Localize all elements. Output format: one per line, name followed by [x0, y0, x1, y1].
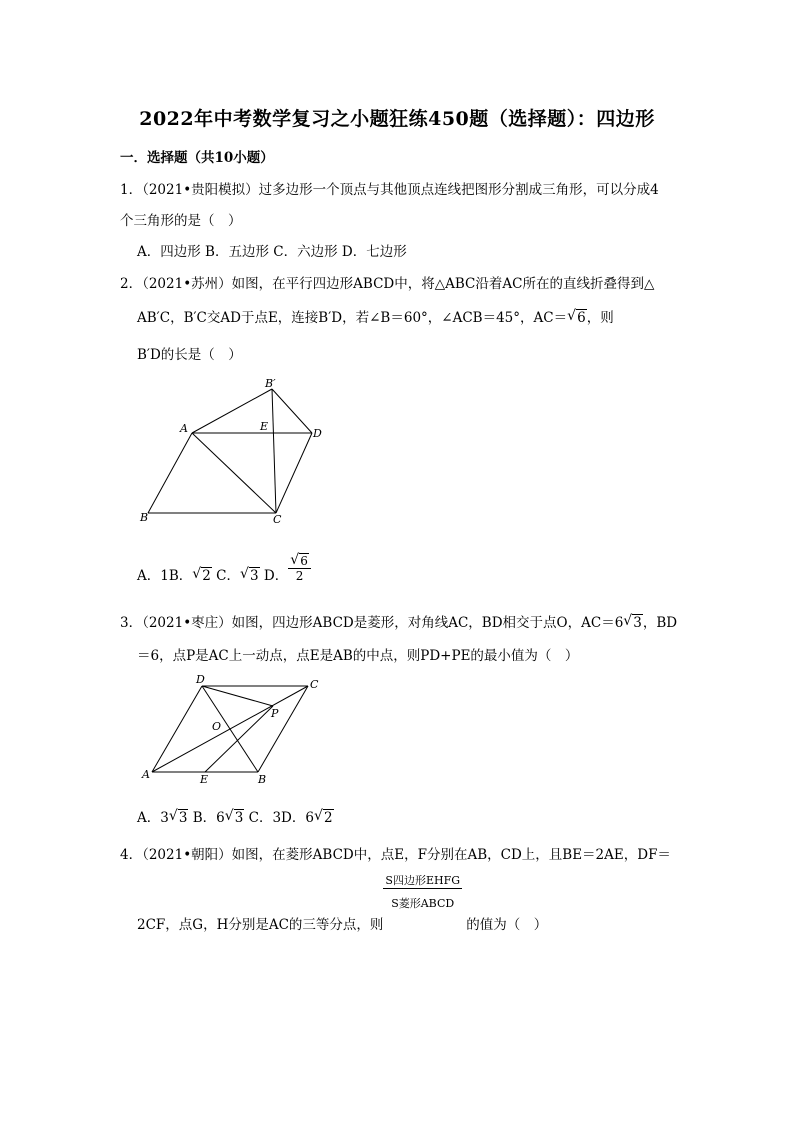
q3-opt-d-sqrt-value: 2 — [323, 810, 333, 826]
q2-opt-fraction — [288, 554, 311, 583]
q2-figure — [130, 375, 340, 535]
q2-line2-text: AB′C，B′C交AD于点E，连接B′D，若∠B＝60°，∠ACB＝45°，AC＝ — [137, 310, 568, 326]
q3-label-e: E — [200, 773, 209, 786]
q3-label-p: P — [271, 707, 279, 720]
q3-line1-end: ，BD — [642, 615, 678, 631]
q2-line3: B′D的长是（ ） — [137, 347, 242, 363]
q2-frac-sqrt — [290, 554, 309, 568]
q2-opt-d: D． — [259, 568, 289, 584]
q4-fraction — [383, 872, 462, 911]
q3-line2: ＝6，点P是AC上一动点，点E是AB的中点，则PD+PE的最小值为（ ） — [137, 648, 579, 664]
q3-line1-text: 3．（2021•枣庄）如图，四边形ABCD是菱形，对角线AC，BD相交于点O，AC＝6 — [120, 615, 624, 631]
q3-sqrt-value: 3 — [633, 615, 642, 631]
q2-opt-a: A．1B． — [137, 568, 193, 584]
q3-opt-a-sqrt — [169, 810, 189, 826]
section-heading: 一．选择题（共10小题） — [120, 150, 274, 166]
q2-opt-sqrt3 — [240, 568, 260, 584]
q2-label-a: A — [180, 422, 188, 435]
q2-options — [137, 554, 311, 591]
q2-label-d: D — [313, 427, 322, 440]
q2-label-b: B — [140, 511, 149, 524]
q3-figure — [130, 670, 340, 790]
q3-label-b: B — [258, 773, 267, 786]
q3-sqrt — [623, 615, 643, 631]
document-title: 2022年中考数学复习之小题狂练450题（选择题）：四边形 — [139, 108, 655, 130]
q4-line2-end: 的值为（ ） — [462, 917, 548, 933]
q1-line1: 1．（2021•贵阳模拟）过多边形一个顶点与其他顶点连线把图形分割成三角形，可以分成4 — [120, 182, 659, 198]
q3-label-a: A — [142, 768, 150, 781]
q1-options: A．四边形 B．五边形 C．六边形 D．七边形 — [137, 244, 407, 260]
q3-opt-b-sqrt — [225, 810, 245, 826]
q4-line1: 4．（2021•朝阳）如图，在菱形ABCD中，点E，F分别在AB，CD上，且BE＝2AE，DF＝ — [120, 847, 671, 863]
q4-frac-den: S菱形ABCD — [391, 897, 455, 910]
q3-opt-a-sqrt-value: 3 — [178, 810, 188, 826]
q2-line1: 2．（2021•苏州）如图，在平行四边形ABCD中，将△ABC沿着AC所在的直线折叠得到△ — [120, 276, 655, 292]
q2-line2-end: ，则 — [586, 310, 614, 326]
q3-label-o: O — [212, 720, 222, 733]
q2-opt-c: C． — [211, 568, 240, 584]
q2-label-bprime: B′ — [265, 377, 276, 390]
q3-opt-a: A．3 — [137, 810, 169, 826]
q1-line2: 个三角形的是（ ） — [120, 213, 242, 229]
q4-line2-text: 2CF，点G，H分别是AC的三等分点，则 — [137, 917, 384, 933]
q2-opt-sqrt2-value: 2 — [202, 568, 211, 584]
q3-opt-b: B．6 — [188, 810, 225, 826]
q3-label-c: C — [310, 678, 319, 691]
q3-label-d: D — [196, 673, 205, 686]
q2-frac-num — [288, 554, 311, 569]
q3-opt-d-sqrt — [314, 810, 334, 826]
q2-line2 — [137, 306, 614, 326]
q3-opt-b-sqrt-value: 3 — [234, 810, 244, 826]
q2-opt-sqrt2 — [192, 568, 212, 584]
q2-label-c: C — [273, 513, 282, 526]
q2-sqrt-value: 6 — [577, 310, 586, 326]
q2-frac-den: 2 — [295, 569, 304, 583]
q4-frac-num: S四边形EHFG — [385, 874, 460, 887]
q4-line2 — [137, 872, 548, 933]
q3-line1 — [120, 611, 677, 631]
q2-sqrt — [567, 310, 587, 326]
q3-options — [137, 806, 334, 826]
q3-opt-cd: C．3D．6 — [244, 810, 314, 826]
q2-frac-sqrt-value: 6 — [300, 554, 308, 568]
q2-opt-sqrt3-value: 3 — [249, 568, 259, 584]
q2-label-e: E — [260, 420, 269, 433]
